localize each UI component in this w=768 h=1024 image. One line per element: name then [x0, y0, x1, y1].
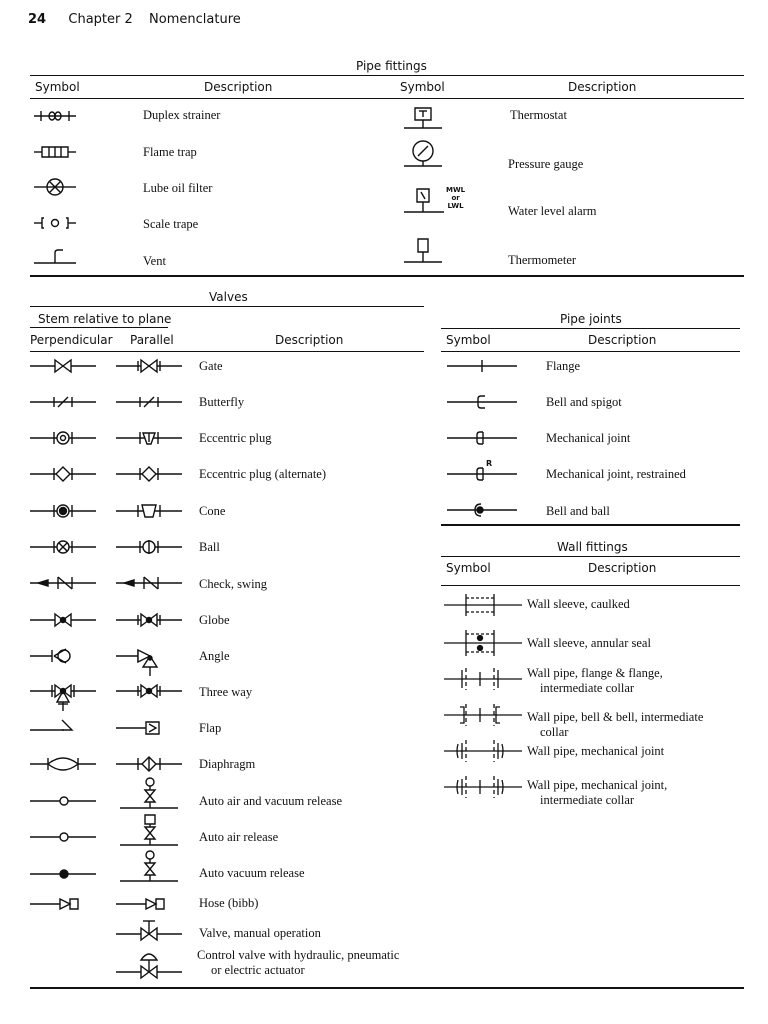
flange-icon: [447, 358, 517, 374]
wall-fitting-label: Wall pipe, mechanical joint: [527, 744, 665, 758]
check-swing-valve-parallel-icon: [116, 575, 182, 591]
pipe-fittings-title: Pipe fittings: [356, 59, 427, 73]
pipe-fitting-label: Flame trap: [143, 145, 197, 159]
bell-and-ball-icon: [447, 502, 517, 518]
pipe-fitting-label: Duplex strainer: [143, 108, 221, 122]
eccentric-plug-valve-icon: [30, 430, 96, 446]
angle-valve-icon: [30, 646, 96, 676]
wall-pipe-mechanical-joint-icon: [444, 740, 522, 762]
pipe-fittings-symbol-header: Symbol: [35, 80, 80, 94]
wall-fittings-symbol-header: Symbol: [446, 561, 491, 575]
vent-icon: [32, 248, 78, 266]
gate-valve-icon: [30, 358, 96, 374]
symbol-text-lwl: LWL: [447, 202, 464, 210]
auto-air-vacuum-release-parallel-icon: [116, 776, 182, 810]
valve-label: Butterfly: [199, 395, 245, 409]
eccentric-plug-alternate-parallel-icon: [116, 466, 182, 482]
perpendicular-header: Perpendicular: [30, 333, 113, 347]
manual-operation-valve-icon: [116, 918, 182, 942]
stem-relative-header: Stem relative to plane: [38, 312, 172, 326]
section-divider: [30, 275, 744, 277]
gate-valve-parallel-icon: [116, 358, 182, 374]
eccentric-plug-valve-parallel-icon: [116, 430, 182, 446]
section-divider: [441, 524, 740, 526]
wall-pipe-mechanical-joint-collar-icon: [444, 776, 522, 798]
valve-label: Cone: [199, 504, 226, 518]
three-way-valve-parallel-icon: [116, 683, 182, 699]
pipe-joints-symbol-header: Symbol: [446, 333, 491, 347]
auto-vacuum-release-parallel-icon: [116, 849, 182, 883]
wall-fitting-label: Wall pipe, flange & flange,: [527, 666, 663, 680]
valve-label: Gate: [199, 359, 223, 373]
divider: [441, 585, 740, 586]
control-valve-actuator-icon: [116, 950, 182, 980]
restrained-marker: R: [486, 459, 493, 468]
butterfly-valve-parallel-icon: [116, 394, 182, 410]
flap-valve-icon: [30, 718, 96, 738]
globe-valve-parallel-icon: [116, 612, 182, 628]
wall-fitting-label: Wall pipe, bell & bell, intermediate: [527, 710, 704, 724]
divider: [441, 351, 740, 352]
cone-valve-icon: [30, 503, 96, 519]
wall-pipe-bell-bell-icon: [444, 704, 522, 726]
pipe-fitting-label: Lube oil filter: [143, 181, 213, 195]
valve-label: Ball: [199, 540, 220, 554]
valve-label: Control valve with hydraulic, pneumatic: [197, 948, 400, 962]
wall-sleeve-annular-seal-icon: [444, 630, 522, 656]
globe-valve-icon: [30, 612, 96, 628]
valve-label: Hose (bibb): [199, 896, 259, 910]
divider: [30, 327, 168, 328]
valve-label: Eccentric plug (alternate): [199, 467, 327, 481]
pressure-gauge-icon: [400, 140, 446, 168]
wall-pipe-flange-flange-icon: [444, 668, 522, 690]
ball-valve-parallel-icon: [116, 539, 182, 555]
three-way-valve-icon: [30, 683, 96, 713]
valve-label: Valve, manual operation: [199, 926, 321, 940]
symbol-text-or: or: [451, 194, 460, 202]
chapter-label: Chapter 2: [68, 12, 133, 27]
pipe-fitting-label: Vent: [143, 254, 166, 268]
parallel-header: Parallel: [130, 333, 174, 347]
running-head: [28, 12, 241, 27]
angle-valve-parallel-icon: [116, 646, 182, 676]
scale-trap-icon: [32, 215, 78, 231]
pipe-fitting-label: Pressure gauge: [508, 157, 584, 171]
pipe-joint-label: Mechanical joint: [546, 431, 631, 445]
divider: [30, 98, 744, 99]
bottom-rule: [30, 987, 744, 989]
valve-label-continued: or electric actuator: [211, 963, 305, 977]
diaphragm-valve-parallel-icon: [116, 756, 182, 772]
water-level-alarm-icon: [400, 186, 446, 214]
section-label: Nomenclature: [149, 12, 241, 27]
symbol-text-mwl: MWL: [446, 186, 466, 194]
divider: [30, 75, 744, 76]
water-level-alarm-symbol-text: [446, 186, 465, 210]
flap-valve-parallel-icon: [116, 720, 182, 736]
pipe-joint-label: Bell and spigot: [546, 395, 622, 409]
pipe-joint-label: Mechanical joint, restrained: [546, 467, 686, 481]
auto-air-vacuum-release-icon: [30, 793, 96, 809]
pipe-joint-label: Flange: [546, 359, 581, 373]
wall-fitting-label: Wall sleeve, caulked: [527, 597, 630, 611]
hose-bibb-icon: [30, 896, 96, 912]
thermostat-icon: [400, 106, 446, 130]
auto-air-release-icon: [30, 829, 96, 845]
pipe-joints-description-header: Description: [588, 333, 657, 347]
lube-oil-filter-icon: [32, 178, 78, 196]
butterfly-valve-icon: [30, 394, 96, 410]
valve-label: Globe: [199, 613, 230, 627]
divider: [30, 306, 424, 307]
pipe-fittings-symbol-header-right: Symbol: [400, 80, 445, 94]
diaphragm-valve-icon: [30, 756, 96, 772]
valve-label: Angle: [199, 649, 230, 663]
valve-label: Auto vacuum release: [199, 866, 305, 880]
divider: [441, 556, 740, 557]
mechanical-joint-restrained-icon: [447, 466, 517, 482]
valves-title: Valves: [209, 290, 248, 304]
pipe-fittings-description-header: Description: [204, 80, 273, 94]
wall-fitting-label-continued: intermediate collar: [540, 793, 635, 807]
auto-vacuum-release-icon: [30, 866, 96, 882]
valve-label: Flap: [199, 721, 222, 735]
thermometer-icon: [400, 236, 446, 264]
pipe-fitting-label: Thermometer: [508, 253, 577, 267]
hose-bibb-parallel-icon: [116, 896, 182, 912]
divider: [441, 328, 740, 329]
valves-description-header: Description: [275, 333, 344, 347]
valve-label: Auto air release: [199, 830, 279, 844]
mechanical-joint-icon: [447, 430, 517, 446]
cone-valve-parallel-icon: [116, 503, 182, 519]
divider: [30, 351, 424, 352]
valve-label: Eccentric plug: [199, 431, 272, 445]
wall-fitting-label: Wall pipe, mechanical joint,: [527, 778, 668, 792]
valve-label: Diaphragm: [199, 757, 256, 771]
pipe-fitting-label: Water level alarm: [508, 204, 597, 218]
page-number: 24: [28, 12, 47, 27]
valve-label: Three way: [199, 685, 253, 699]
auto-air-release-parallel-icon: [116, 813, 182, 847]
pipe-fittings-description-header-right: Description: [568, 80, 637, 94]
bell-and-spigot-icon: [447, 394, 517, 410]
pipe-joints-title: Pipe joints: [560, 312, 622, 326]
wall-sleeve-caulked-icon: [444, 594, 522, 616]
eccentric-plug-alternate-icon: [30, 466, 96, 482]
check-swing-valve-icon: [30, 575, 96, 591]
pipe-fitting-label: Scale trape: [143, 217, 199, 231]
pipe-joint-label: Bell and ball: [546, 504, 610, 518]
pipe-fitting-label: Thermostat: [510, 108, 567, 122]
wall-fittings-description-header: Description: [588, 561, 657, 575]
wall-fitting-label: Wall sleeve, annular seal: [527, 636, 651, 650]
valve-label: Auto air and vacuum release: [199, 794, 342, 808]
wall-fittings-title: Wall fittings: [557, 540, 628, 554]
wall-fitting-label-continued: intermediate collar: [540, 681, 635, 695]
flame-trap-icon: [32, 144, 78, 160]
valve-label: Check, swing: [199, 577, 268, 591]
duplex-strainer-icon: [32, 108, 78, 124]
wall-fitting-label-continued: collar: [540, 725, 569, 739]
ball-valve-icon: [30, 539, 96, 555]
